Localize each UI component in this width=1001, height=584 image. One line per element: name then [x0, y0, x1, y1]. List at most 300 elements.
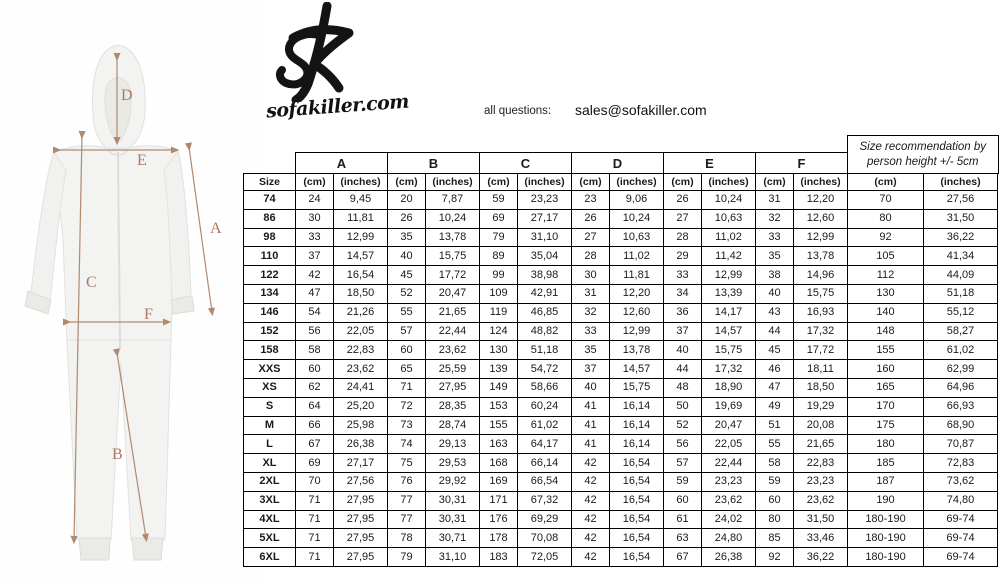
group-header-row [244, 153, 998, 174]
table-cell: 71 [296, 491, 334, 510]
unit-inches-header: (inches) [518, 174, 572, 191]
table-cell: 27,95 [334, 491, 388, 510]
table-cell: 10,24 [426, 209, 480, 228]
table-cell: 27,56 [334, 472, 388, 491]
table-cell: 71 [388, 378, 426, 397]
table-cell: 190 [848, 491, 924, 510]
table-cell: 67,32 [518, 491, 572, 510]
table-cell: 185 [848, 454, 924, 473]
table-cell: 15,75 [794, 284, 848, 303]
table-cell: 165 [848, 378, 924, 397]
table-cell: 70,87 [924, 435, 998, 454]
table-cell: 92 [848, 228, 924, 247]
table-row [244, 247, 998, 266]
table-cell: 47 [296, 284, 334, 303]
size-cell: 6XL [244, 548, 296, 567]
measure-label-b: B [112, 446, 123, 463]
table-cell: 51 [756, 416, 794, 435]
table-cell: 25,98 [334, 416, 388, 435]
table-cell: 44 [756, 322, 794, 341]
table-cell: 26 [572, 209, 610, 228]
table-row [244, 435, 998, 454]
table-cell: 178 [480, 529, 518, 548]
table-cell: 17,32 [794, 322, 848, 341]
size-cell: 110 [244, 247, 296, 266]
table-cell: 140 [848, 303, 924, 322]
table-cell: 12,99 [794, 228, 848, 247]
table-cell: 16,14 [610, 397, 664, 416]
table-cell: 163 [480, 435, 518, 454]
group-header-a: A [296, 153, 388, 174]
units-header-row [244, 174, 998, 191]
table-cell: 66,93 [924, 397, 998, 416]
table-cell: 180-190 [848, 529, 924, 548]
table-cell: 76 [388, 472, 426, 491]
table-cell: 22,05 [334, 322, 388, 341]
table-cell: 20,47 [426, 284, 480, 303]
table-cell: 69,29 [518, 510, 572, 529]
table-cell: 80 [756, 510, 794, 529]
table-cell: 52 [388, 284, 426, 303]
group-header-d: D [572, 153, 664, 174]
table-cell: 71 [296, 548, 334, 567]
table-cell: 31 [756, 191, 794, 210]
table-cell: 66 [296, 416, 334, 435]
table-cell: 56 [664, 435, 702, 454]
table-cell: 42 [572, 454, 610, 473]
table-cell: 9,06 [610, 191, 664, 210]
group-header-b: B [388, 153, 480, 174]
recommendation-header-cell [848, 140, 998, 174]
table-cell: 44 [664, 360, 702, 379]
table-cell: 35,04 [518, 247, 572, 266]
table-cell: 180-190 [848, 548, 924, 567]
table-cell: 69 [296, 454, 334, 473]
garment-diagram [0, 0, 260, 584]
unit-inches-header: (inches) [426, 174, 480, 191]
table-cell: 41,34 [924, 247, 998, 266]
table-cell: 56 [296, 322, 334, 341]
table-cell: 89 [480, 247, 518, 266]
table-cell: 15,75 [426, 247, 480, 266]
table-cell: 65 [388, 360, 426, 379]
table-row [244, 284, 998, 303]
table-cell: 28,74 [426, 416, 480, 435]
table-cell: 79 [388, 548, 426, 567]
unit-cm-header: (cm) [756, 174, 794, 191]
table-cell: 29,13 [426, 435, 480, 454]
table-cell: 37 [572, 360, 610, 379]
table-cell: 61 [664, 510, 702, 529]
table-cell: 11,02 [610, 247, 664, 266]
table-cell: 51,18 [924, 284, 998, 303]
table-cell: 48 [664, 378, 702, 397]
table-cell: 61,02 [924, 341, 998, 360]
table-cell: 175 [848, 416, 924, 435]
table-cell: 11,02 [702, 228, 756, 247]
table-cell: 31,50 [794, 510, 848, 529]
table-cell: 16,93 [794, 303, 848, 322]
table-cell: 37 [664, 322, 702, 341]
table-cell: 58,27 [924, 322, 998, 341]
table-cell: 24,02 [702, 510, 756, 529]
table-cell: 22,44 [702, 454, 756, 473]
table-cell: 48,82 [518, 322, 572, 341]
table-cell: 62,99 [924, 360, 998, 379]
table-cell: 29 [664, 247, 702, 266]
table-cell: 149 [480, 378, 518, 397]
table-cell: 16,54 [610, 491, 664, 510]
size-cell: 2XL [244, 472, 296, 491]
group-header-c: C [480, 153, 572, 174]
table-cell: 77 [388, 491, 426, 510]
table-cell: 18,50 [334, 284, 388, 303]
table-row [244, 191, 998, 210]
table-cell: 27,95 [334, 548, 388, 567]
table-cell: 13,78 [426, 228, 480, 247]
table-cell: 23,62 [794, 491, 848, 510]
table-cell: 69-74 [924, 510, 998, 529]
table-cell: 23,23 [518, 191, 572, 210]
table-cell: 14,57 [610, 360, 664, 379]
table-row [244, 454, 998, 473]
unit-cm-header: (cm) [848, 174, 924, 191]
size-cell: 74 [244, 191, 296, 210]
size-cell: 146 [244, 303, 296, 322]
table-cell: 16,54 [610, 454, 664, 473]
table-cell: 11,81 [334, 209, 388, 228]
table-cell: 10,24 [610, 209, 664, 228]
table-row [244, 303, 998, 322]
table-cell: 66,14 [518, 454, 572, 473]
size-cell: 158 [244, 341, 296, 360]
table-cell: 27,17 [518, 209, 572, 228]
table-cell: 41 [572, 435, 610, 454]
size-cell: 122 [244, 266, 296, 285]
table-cell: 44,09 [924, 266, 998, 285]
table-cell: 64,17 [518, 435, 572, 454]
table-cell: 22,44 [426, 322, 480, 341]
table-cell: 20 [388, 191, 426, 210]
table-cell: 23,62 [334, 360, 388, 379]
table-cell: 40 [664, 341, 702, 360]
table-cell: 12,20 [610, 284, 664, 303]
size-cell: M [244, 416, 296, 435]
table-cell: 42 [572, 472, 610, 491]
table-cell: 64,96 [924, 378, 998, 397]
table-cell: 42 [572, 510, 610, 529]
table-cell: 69-74 [924, 529, 998, 548]
sofakiller-logo [263, 2, 398, 102]
table-cell: 66,54 [518, 472, 572, 491]
table-cell: 27 [572, 228, 610, 247]
table-cell: 40 [756, 284, 794, 303]
brand-site-text: sofakiller.com [265, 90, 410, 123]
table-cell: 46,85 [518, 303, 572, 322]
table-row [244, 416, 998, 435]
table-cell: 42 [572, 491, 610, 510]
table-cell: 18,90 [702, 378, 756, 397]
contact-label: all questions: [484, 105, 552, 117]
table-cell: 180-190 [848, 510, 924, 529]
table-row [244, 378, 998, 397]
table-cell: 16,14 [610, 416, 664, 435]
table-cell: 180 [848, 435, 924, 454]
table-cell: 30 [572, 266, 610, 285]
table-cell: 67 [664, 548, 702, 567]
table-cell: 60 [664, 491, 702, 510]
recommendation-header-text: Size recommendation by person height +/- 5cm [847, 135, 999, 174]
table-cell: 12,99 [610, 322, 664, 341]
table-cell: 16,14 [610, 435, 664, 454]
table-cell: 51,18 [518, 341, 572, 360]
table-cell: 70 [296, 472, 334, 491]
table-cell: 72 [388, 397, 426, 416]
table-cell: 32 [756, 209, 794, 228]
table-cell: 24,80 [702, 529, 756, 548]
table-cell: 148 [848, 322, 924, 341]
table-cell: 160 [848, 360, 924, 379]
table-cell: 68,90 [924, 416, 998, 435]
table-cell: 16,54 [610, 548, 664, 567]
table-cell: 155 [480, 416, 518, 435]
size-cell: 3XL [244, 491, 296, 510]
table-cell: 112 [848, 266, 924, 285]
table-cell: 10,63 [702, 209, 756, 228]
table-cell: 72,83 [924, 454, 998, 473]
size-cell: XL [244, 454, 296, 473]
table-cell: 23,62 [702, 491, 756, 510]
table-cell: 58,66 [518, 378, 572, 397]
table-cell: 119 [480, 303, 518, 322]
table-cell: 171 [480, 491, 518, 510]
table-cell: 69-74 [924, 548, 998, 567]
table-cell: 60 [296, 360, 334, 379]
table-cell: 13,78 [794, 247, 848, 266]
table-cell: 19,29 [794, 397, 848, 416]
table-cell: 61,02 [518, 416, 572, 435]
table-cell: 29,53 [426, 454, 480, 473]
table-cell: 176 [480, 510, 518, 529]
measure-label-f: F [144, 306, 153, 323]
measure-label-d: D [121, 87, 133, 104]
table-cell: 187 [848, 472, 924, 491]
table-cell: 15,75 [610, 378, 664, 397]
table-cell: 16,54 [610, 510, 664, 529]
table-cell: 55 [388, 303, 426, 322]
table-cell: 74,80 [924, 491, 998, 510]
table-row [244, 228, 998, 247]
table-cell: 26,38 [702, 548, 756, 567]
table-cell: 11,81 [610, 266, 664, 285]
table-cell: 54,72 [518, 360, 572, 379]
table-cell: 27,95 [426, 378, 480, 397]
table-cell: 16,54 [334, 266, 388, 285]
table-cell: 42,91 [518, 284, 572, 303]
table-cell: 27,95 [334, 529, 388, 548]
table-cell: 27 [664, 209, 702, 228]
table-cell: 30 [296, 209, 334, 228]
table-row [244, 472, 998, 491]
size-cell: 5XL [244, 529, 296, 548]
table-cell: 34 [664, 284, 702, 303]
table-cell: 168 [480, 454, 518, 473]
table-cell: 70,08 [518, 529, 572, 548]
size-cell: L [244, 435, 296, 454]
size-table [243, 140, 998, 567]
table-cell: 14,17 [702, 303, 756, 322]
table-cell: 99 [480, 266, 518, 285]
blank-corner-cell [244, 153, 296, 174]
table-cell: 40 [388, 247, 426, 266]
table-row [244, 266, 998, 285]
table-cell: 54 [296, 303, 334, 322]
table-cell: 14,57 [334, 247, 388, 266]
table-cell: 23,62 [426, 341, 480, 360]
size-cell: 134 [244, 284, 296, 303]
table-cell: 155 [848, 341, 924, 360]
table-cell: 26 [388, 209, 426, 228]
table-row [244, 548, 998, 567]
table-cell: 21,26 [334, 303, 388, 322]
size-cell: 98 [244, 228, 296, 247]
table-row [244, 510, 998, 529]
table-cell: 12,60 [794, 209, 848, 228]
table-cell: 15,75 [702, 341, 756, 360]
table-cell: 41 [572, 397, 610, 416]
table-cell: 29,92 [426, 472, 480, 491]
table-cell: 16,54 [610, 529, 664, 548]
table-cell: 33 [296, 228, 334, 247]
table-cell: 92 [756, 548, 794, 567]
unit-cm-header: (cm) [296, 174, 334, 191]
table-row [244, 491, 998, 510]
table-cell: 183 [480, 548, 518, 567]
unit-inches-header: (inches) [610, 174, 664, 191]
table-cell: 40 [572, 378, 610, 397]
table-cell: 78 [388, 529, 426, 548]
table-cell: 30,71 [426, 529, 480, 548]
size-column-header: Size [244, 174, 296, 191]
table-cell: 139 [480, 360, 518, 379]
table-cell: 17,32 [702, 360, 756, 379]
table-row [244, 360, 998, 379]
table-cell: 19,69 [702, 397, 756, 416]
table-cell: 38,98 [518, 266, 572, 285]
table-cell: 79 [480, 228, 518, 247]
table-cell: 16,54 [610, 472, 664, 491]
table-cell: 43 [756, 303, 794, 322]
table-cell: 10,24 [702, 191, 756, 210]
table-cell: 27,17 [334, 454, 388, 473]
unit-cm-header: (cm) [664, 174, 702, 191]
table-cell: 109 [480, 284, 518, 303]
table-cell: 57 [388, 322, 426, 341]
table-cell: 24 [296, 191, 334, 210]
size-cell: 152 [244, 322, 296, 341]
table-cell: 42 [296, 266, 334, 285]
table-cell: 31,10 [518, 228, 572, 247]
table-cell: 33 [572, 322, 610, 341]
table-cell: 130 [480, 341, 518, 360]
table-cell: 59 [756, 472, 794, 491]
table-body [244, 191, 998, 567]
table-cell: 27,56 [924, 191, 998, 210]
table-cell: 58 [296, 341, 334, 360]
table-cell: 52 [664, 416, 702, 435]
table-cell: 30,31 [426, 510, 480, 529]
table-cell: 26,38 [334, 435, 388, 454]
table-row [244, 397, 998, 416]
table-cell: 62 [296, 378, 334, 397]
table-cell: 18,11 [794, 360, 848, 379]
table-cell: 169 [480, 472, 518, 491]
table-cell: 23 [572, 191, 610, 210]
table-cell: 23,23 [702, 472, 756, 491]
unit-cm-header: (cm) [572, 174, 610, 191]
table-cell: 12,99 [702, 266, 756, 285]
table-cell: 170 [848, 397, 924, 416]
table-cell: 67 [296, 435, 334, 454]
table-cell: 105 [848, 247, 924, 266]
table-cell: 27,95 [334, 510, 388, 529]
table-cell: 55 [756, 435, 794, 454]
table-cell: 41 [572, 416, 610, 435]
table-cell: 50 [664, 397, 702, 416]
unit-inches-header: (inches) [334, 174, 388, 191]
table-cell: 11,42 [702, 247, 756, 266]
measure-label-e: E [137, 152, 147, 169]
table-cell: 33 [756, 228, 794, 247]
table-cell: 21,65 [794, 435, 848, 454]
table-cell: 42 [572, 548, 610, 567]
table-cell: 60 [388, 341, 426, 360]
measure-label-c: C [86, 274, 97, 291]
table-cell: 73 [388, 416, 426, 435]
group-header-e: E [664, 153, 756, 174]
table-cell: 59 [480, 191, 518, 210]
table-cell: 17,72 [426, 266, 480, 285]
table-cell: 38 [756, 266, 794, 285]
table-cell: 12,60 [610, 303, 664, 322]
table-cell: 46 [756, 360, 794, 379]
table-cell: 69 [480, 209, 518, 228]
table-cell: 20,08 [794, 416, 848, 435]
table-cell: 72,05 [518, 548, 572, 567]
group-header-f: F [756, 153, 848, 174]
table-cell: 35 [572, 341, 610, 360]
table-cell: 42 [572, 529, 610, 548]
table-cell: 33 [664, 266, 702, 285]
table-row [244, 209, 998, 228]
size-cell: S [244, 397, 296, 416]
table-cell: 77 [388, 510, 426, 529]
unit-inches-header: (inches) [794, 174, 848, 191]
table-cell: 130 [848, 284, 924, 303]
size-cell: XS [244, 378, 296, 397]
table-cell: 63 [664, 529, 702, 548]
table-cell: 21,65 [426, 303, 480, 322]
table-cell: 71 [296, 510, 334, 529]
table-cell: 17,72 [794, 341, 848, 360]
table-cell: 37 [296, 247, 334, 266]
table-cell: 124 [480, 322, 518, 341]
table-cell: 28 [572, 247, 610, 266]
table-cell: 26 [664, 191, 702, 210]
table-cell: 33,46 [794, 529, 848, 548]
table-cell: 14,96 [794, 266, 848, 285]
table-cell: 23,23 [794, 472, 848, 491]
